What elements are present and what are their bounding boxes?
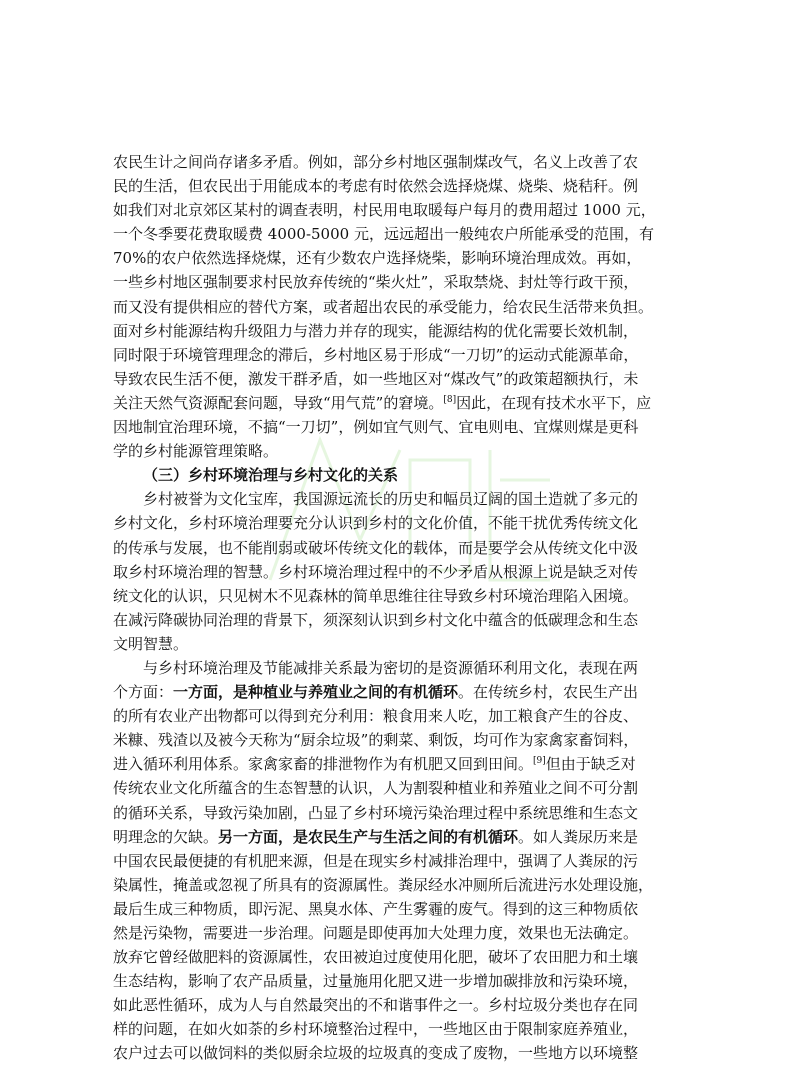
bold-phrase: 一方面，是种植业与养殖业之间的有机循环 [173, 683, 459, 702]
text-line: 然是污染物，需要进一步治理。问题是即使再加大处理力度，效果也无法确定。 [113, 924, 639, 942]
text-line: 染属性，掩盖或忽视了所具有的资源属性。粪尿经水冲厕所后流进污水处理设施， [113, 875, 654, 894]
text-line: 的循环关系，导致污染加剧，凸显了乡村环境污染治理过程中系统思维和生态文 [113, 803, 639, 822]
text-line: 乡村文化，乡村环境治理要充分认识到乡村的文化价值，不能干扰优秀传统文化 [113, 514, 639, 533]
section-heading: （三）乡村环境治理与乡村文化的关系 [143, 466, 399, 485]
text-line: 70%的农户依然选择烧煤，还有少数农户选择烧柴，影响环境治理成效。再如， [113, 249, 642, 268]
bold-phrase: 另一方面，是农民生产与生活之间的有机循环 [218, 827, 519, 846]
text-line [113, 752, 683, 776]
text-line: 样的问题，在如火如荼的乡村环境整治过程中，一些地区由于限制家庭养殖业， [113, 1020, 639, 1039]
text-line [113, 680, 683, 704]
text-line: 放弃它曾经做肥料的资源属性，农田被迫过度使用化肥，破坏了农田肥力和土壤 [113, 948, 639, 967]
text-line: 而又没有提供相应的替代方案，或者超出农民的承受能力，给农民生活带来负担。 [113, 297, 654, 316]
text-line: 导致农民生活不便，激发干群矛盾，如一些地区对“煤改气”的政策超额执行，未 [113, 369, 639, 388]
text-segment: 因此，在现有技术水平下，应 [456, 393, 652, 412]
text-line: 农户过去可以做饲料的类似厨余垃圾的垃圾真的变成了废物，一些地方以环境整 [113, 1044, 639, 1063]
text-segment: 明理念的欠缺。 [113, 827, 219, 846]
text-line: 与乡村环境治理及节能减排关系最为密切的是资源循环利用文化，表现在两 [143, 658, 639, 677]
text-line: 一个冬季要花费取暖费 4000-5000 元，远远超出一般纯农户所能承受的范围，有 [113, 225, 654, 244]
text-line [113, 825, 683, 849]
text-segment: 但由于缺乏对 [545, 755, 636, 774]
text-line [113, 391, 683, 415]
text-line: 取乡村环境治理的智慧。乡村环境治理过程中的不少矛盾从根源上说是缺乏对传 [113, 562, 639, 581]
text-line: 一些乡村地区强制要求村民放弃传统的“柴火灶”，采取禁烧、封灶等行政干预， [113, 273, 639, 292]
text-segment: 。在传统乡村，农民生产出 [458, 683, 639, 702]
text-line: 中国农民最便捷的有机肥来源，但是在现实乡村减排治理中，强调了人粪尿的污 [113, 851, 639, 870]
text-line: 在减污降碳协同治理的背景下，须深刻认识到乡村文化中蕴含的低碳理念和生态 [113, 610, 639, 629]
citation-8: [8] [443, 394, 457, 405]
text-line: 的传承与发展，也不能削弱或破坏传统文化的载体，而是要学会从传统文化中汲 [113, 538, 639, 557]
text-line: 乡村被誉为文化宝库，我国源远流长的历史和幅员辽阔的国土造就了多元的 [143, 490, 639, 509]
text-segment: 关注天然气资源配套问题，导致“用气荒”的窘境。 [113, 393, 444, 412]
text-segment: 进入循环利用体系。家禽家畜的排泄物作为有机肥又回到田间。 [113, 755, 534, 774]
text-line: 同时限于环境管理理念的滞后，乡村地区易于形成“一刀切”的运动式能源革命， [113, 345, 639, 364]
text-line: 农民生计之间尚存诸多矛盾。例如，部分乡村地区强制煤改气，名义上改善了农 [113, 153, 639, 171]
document-body [113, 150, 683, 1090]
text-line: 传统农业文化所蕴含的生态智慧的认识，人为割裂种植业和养殖业之间不可分割 [113, 779, 639, 798]
text-line: 面对乡村能源结构升级阻力与潜力并存的现实，能源结构的优化需要长效机制， [113, 321, 639, 340]
citation-9: [9] [533, 756, 546, 767]
text-line: 如此恶性循环，成为人与自然最突出的不和谐事件之一。乡村垃圾分类也存在同 [113, 996, 639, 1015]
text-line: 学的乡村能源管理策略。 [113, 442, 279, 461]
text-line: 的所有农业产出物都可以得到充分利用：粮食用来人吃，加工粮食产生的谷皮、 [113, 707, 639, 726]
text-line: 文明智慧。 [113, 634, 189, 653]
text-line: 因地制宜治理环境，不搞“一刀切”，例如宜气则气、宜电则电、宜煤则煤是更科 [113, 418, 639, 437]
text-line: 生态结构，影响了农产品质量，过量施用化肥又进一步增加碳排放和污染环境， [113, 972, 639, 991]
text-line: 民的生活，但农民出于用能成本的考虑有时依然会选择烧煤、烧柴、烧秸秆。例 [113, 177, 639, 196]
text-line: 如我们对北京郊区某村的调查表明，村民用电取暖每户每月的费用超过 1000 元， [113, 201, 656, 220]
text-segment: 。如人粪尿历来是 [518, 827, 639, 846]
text-line: 统文化的认识，只见树木不见森林的简单思维往往导致乡村环境治理陷入困境。 [113, 586, 639, 605]
text-line [113, 1066, 683, 1090]
text-line: 米糠、残渣以及被今天称为“厨余垃圾”的剩菜、剩饭，均可作为家禽家畜饲料， [113, 731, 639, 750]
text-segment: 个方面： [113, 683, 174, 702]
text-line: 最后生成三种物质，即污泥、黑臭水体、产生雾霾的废气。得到的这三种物质依 [113, 899, 639, 918]
